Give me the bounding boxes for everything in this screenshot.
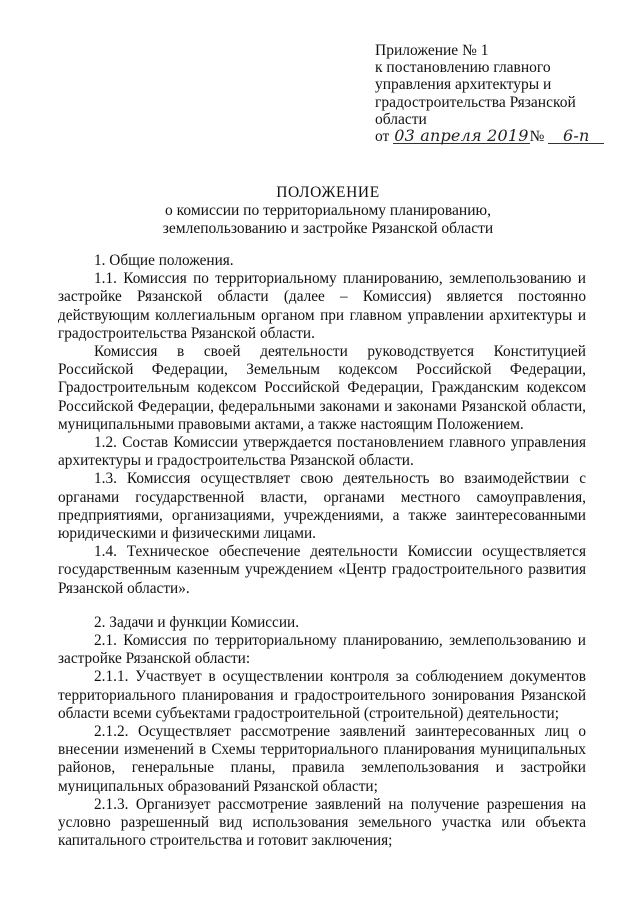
- from-label: от: [375, 128, 390, 146]
- section-heading-2: 2. Задачи и функции Комиссии.: [94, 613, 300, 631]
- paragraph-2-1-3: 2.1.3. Организует рассмотрение заявлений на получение разрешения на условно разрешенный вид использования земельного участка или объекта капитального строительства и готовит заключения;: [58, 795, 586, 850]
- paragraph-2-1-2: 2.1.2. Осуществляет рассмотрение заявлений заинтересованных лиц о внесении изменений в Схемы территориального планирования муниципальных районов, генеральные планы, правила землепользования и застройки муниципальных образований Рязанской области;: [58, 723, 586, 795]
- paragraph-1-1: 1.1. Комиссия по территориальному планированию, землепользованию и застройке Рязанской области (далее – Комиссия) является постоянно действующим коллегиальным органом при главном управлении архитектуры и градостроительства Рязанской области.: [58, 270, 586, 342]
- appendix-line-3: управления архитектуры и: [375, 76, 552, 94]
- document-body: [58, 252, 586, 851]
- appendix-line-2: к постановлению главного: [375, 59, 551, 77]
- document-title: ПОЛОЖЕНИЕ: [276, 184, 380, 201]
- paragraph-1-4: 1.4. Техническое обеспечение деятельности Комиссии осуществляется государственным казенным учреждением «Центр градостроительного развития Рязанской области».: [58, 543, 586, 597]
- handwritten-number: 6-п: [548, 129, 604, 144]
- paragraph-1-2: 1.2. Состав Комиссии утверждается постановлением главного управления архитектуры и градостроительства Рязанской области.: [58, 434, 586, 470]
- document-subtitle-line-1: о комиссии по территориальному планированию,: [165, 202, 491, 219]
- appendix-title: Приложение № 1: [375, 42, 489, 59]
- paragraph-2-1: 2.1. Комиссия по территориальному планированию, землепользованию и застройке Рязанской области:: [58, 632, 586, 668]
- handwritten-date: 03 апреля 2019: [394, 126, 529, 146]
- paragraph-2-1-1: 2.1.1. Участвует в осуществлении контроля за соблюдением документов территориального планирования и градостроительного зонирования Рязанской области всеми субъектами градостроительной (строительной) деятельности;: [58, 668, 586, 722]
- appendix-block: [375, 42, 615, 145]
- paragraph-1-3: 1.3. Комиссия осуществляет свою деятельность во взаимодействии с органами государственной власти, органами местного самоуправления, предприятиями, организациями, учреждениями, а также заинтересованными юридическими и физическими лицами.: [58, 470, 586, 543]
- section-heading-1: 1. Общие положения.: [94, 252, 234, 269]
- paragraph-1-1-cont: Комиссия в своей деятельности руководствуется Конституцией Российской Федерации, Земельным кодексом Российской Федерации, Градостроительным кодексом Российской Федерации, Гражданским кодексом Российской Федерации, федеральными законами и законами Рязанской области, муниципальными правовыми актами, а также настоящим Положением.: [58, 343, 586, 433]
- appendix-line-5: области: [375, 110, 427, 128]
- number-label: №: [529, 128, 545, 146]
- document-subtitle-line-2: землепользованию и застройке Рязанской области: [162, 220, 494, 237]
- appendix-date-line: [375, 128, 615, 145]
- appendix-line-4: градостроительства Рязанской: [375, 93, 576, 111]
- document-title-block: [88, 184, 568, 238]
